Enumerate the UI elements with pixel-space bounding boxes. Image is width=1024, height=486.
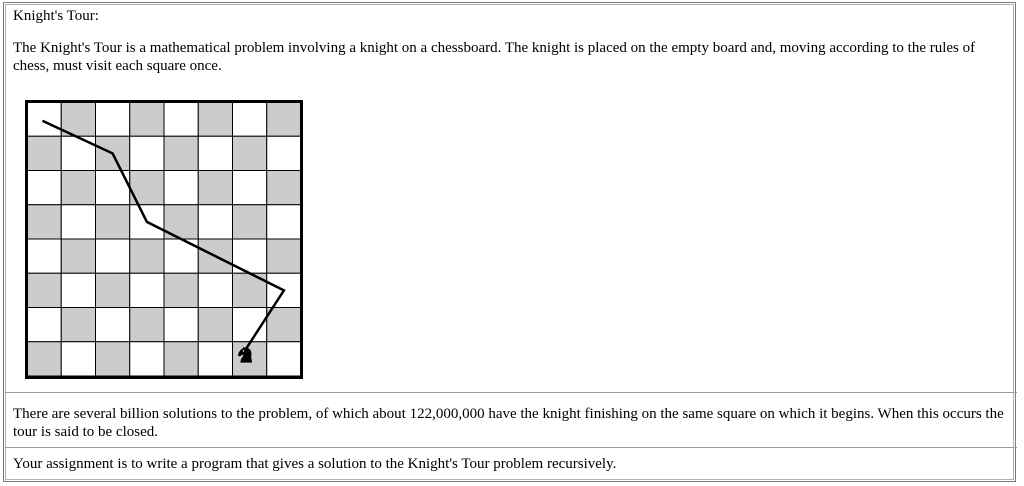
board-square xyxy=(267,136,301,170)
board-square xyxy=(61,239,95,273)
board-square xyxy=(96,273,130,307)
board-square xyxy=(61,342,95,376)
page-title: Knight's Tour: xyxy=(13,8,99,24)
board-square xyxy=(267,342,301,376)
board-square xyxy=(164,102,198,136)
board-square xyxy=(164,273,198,307)
board-square xyxy=(130,239,164,273)
board-square xyxy=(27,171,61,205)
chessboard xyxy=(25,100,303,379)
board-square xyxy=(27,136,61,170)
board-square xyxy=(130,308,164,342)
board-square xyxy=(164,342,198,376)
board-square xyxy=(198,308,232,342)
board-square xyxy=(27,273,61,307)
board-square xyxy=(198,171,232,205)
board-square xyxy=(27,239,61,273)
board-square xyxy=(198,136,232,170)
board-square xyxy=(27,308,61,342)
board-square xyxy=(233,205,267,239)
chessboard-figure xyxy=(25,100,303,379)
board-square xyxy=(164,308,198,342)
board-square xyxy=(27,102,61,136)
board-square xyxy=(267,171,301,205)
board-square xyxy=(61,273,95,307)
board-square xyxy=(267,205,301,239)
board-square xyxy=(267,308,301,342)
board-square xyxy=(61,308,95,342)
board-square xyxy=(130,273,164,307)
board-square xyxy=(198,273,232,307)
board-square xyxy=(130,102,164,136)
board-square xyxy=(233,102,267,136)
intro-paragraph: The Knight's Tour is a mathematical problem involving a knight on a chessboard. The knight is placed on the empty board and, moving according to the rules of chess, must visit each square once. xyxy=(13,40,976,74)
board-square xyxy=(130,342,164,376)
board-square xyxy=(267,239,301,273)
board-square xyxy=(96,239,130,273)
board-square xyxy=(233,171,267,205)
board-square xyxy=(96,102,130,136)
board-square xyxy=(164,171,198,205)
separator xyxy=(5,447,1017,448)
board-square xyxy=(96,308,130,342)
board-square xyxy=(198,102,232,136)
solutions-paragraph: There are several billion solutions to the problem, of which about 122,000,000 have the knight finishing on the same square on which it begins. When this occurs the tour is said to be closed. xyxy=(13,406,1004,440)
board-square xyxy=(61,171,95,205)
board-square xyxy=(164,136,198,170)
board-square xyxy=(267,102,301,136)
board-square xyxy=(198,342,232,376)
separator xyxy=(5,392,1017,393)
board-square xyxy=(96,342,130,376)
board-square xyxy=(27,205,61,239)
board-square xyxy=(96,205,130,239)
board-square xyxy=(198,205,232,239)
board-square xyxy=(233,136,267,170)
board-square xyxy=(61,136,95,170)
board-square xyxy=(61,205,95,239)
assignment-paragraph: Your assignment is to write a program that gives a solution to the Knight's Tour problem recursively. xyxy=(13,456,617,472)
board-square xyxy=(130,136,164,170)
board-square xyxy=(27,342,61,376)
